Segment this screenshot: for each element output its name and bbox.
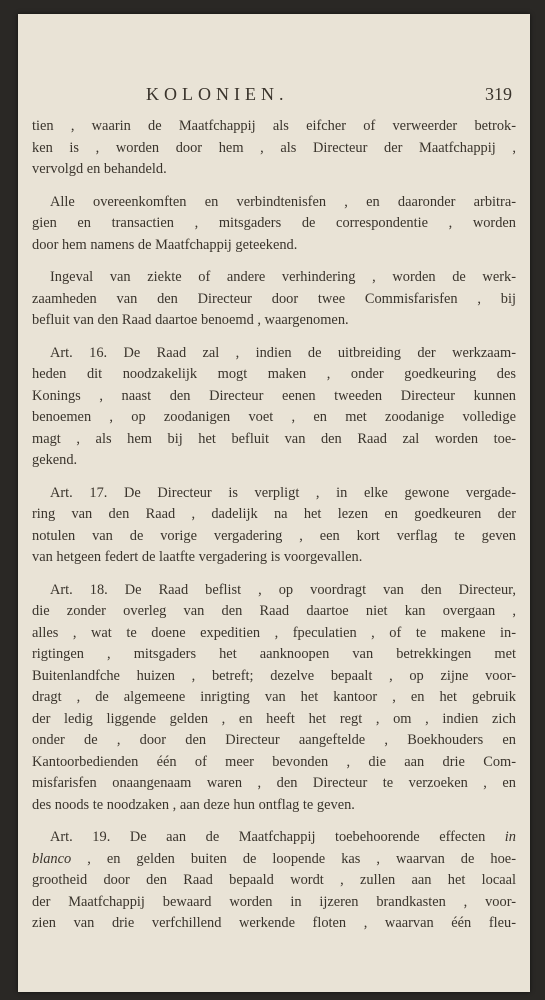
paragraph-art-16 — [32, 343, 516, 472]
text-body — [32, 116, 516, 935]
text-line: ken is , worden door hem , als Directeur der Maatfchappij , — [32, 139, 516, 156]
text-line: Art. 17. De Directeur is verpligt , in elke gewone vergade- — [50, 484, 516, 501]
text-line: blanco , en gelden buiten de loopende kas , waarvan de hoe- — [32, 850, 516, 867]
text-line: Art. 16. De Raad zal , indien de uitbreiding der werkzaam- — [50, 344, 516, 361]
text-line: magt , als hem bij het befluit van den Raad zal worden toe- — [32, 430, 516, 447]
text-line: notulen van de vorige vergadering , een kort verflag te geven — [32, 527, 516, 544]
text-line: benoemen , op zoodanigen voet , en met zoodanige volledige — [32, 409, 516, 425]
paragraph-agreements — [32, 192, 516, 257]
text-line: Alle overeenkomften en verbindtenisfen , en daaronder arbitra- — [50, 193, 516, 210]
page-number: 319 — [485, 84, 512, 104]
text-line: Kantoorbedienden één of meer bevonden , die aan drie Com- — [32, 753, 516, 770]
running-head — [32, 84, 516, 114]
page-content — [32, 84, 516, 946]
text-line: gien en transactien , mitsgaders de correspondentie , worden — [32, 215, 516, 231]
book-page — [18, 14, 530, 992]
text-line: door hem namens de Maatfchappij geteekend. — [32, 236, 298, 253]
text-line: der ledig liggende gelden , en heeft het regt , om , indien zich — [32, 710, 516, 727]
text-line: zaamheden van den Directeur door twee Commisfarisfen , bij — [32, 290, 516, 307]
text-line: heden dit noodzakelijk mogt maken , onder goedkeuring des — [32, 366, 516, 382]
running-head-title: KOLONIEN. — [146, 84, 289, 104]
text-line: befluit van den Raad daartoe benoemd , waargenomen. — [32, 312, 349, 328]
text-line: Buitenlandfche huizen , betreft; dezelve bepaalt , op zijne voor- — [32, 667, 516, 684]
text-line: Ingeval van ziekte of andere verhindering , worden de werk- — [50, 269, 516, 285]
text-line: onder de , door den Directeur aangeftelde , Boekhouders en — [32, 732, 516, 748]
paragraph-illness — [32, 267, 516, 332]
paragraph-art-19 — [32, 827, 516, 935]
text-line: Art. 19. De aan de Maatfchappij toebehoorende effecten in — [50, 829, 516, 845]
text-line: rigtingen , mitsgaders het aanknoopen van betrekkingen met — [32, 646, 516, 662]
text-line: van hetgeen federt de laatfte vergadering is voorgevallen. — [32, 549, 363, 565]
text-line: misfarisfen onaangenaam waren , den Directeur te verzoeken , en — [32, 775, 516, 791]
text-line: alles , wat te doene expeditien , fpeculatien , of te makene in- — [32, 624, 516, 641]
text-line: die zonder overleg van den Raad daartoe niet kan overgaan , — [32, 603, 516, 619]
text-line: dragt , de algemeene inrigting van het kantoor , en het gebruik — [32, 689, 516, 705]
text-line: ring van den Raad , dadelijk na het lezen en goedkeuren der — [32, 506, 516, 522]
text-line: des noods te noodzaken , aan deze hun ontflag te geven. — [32, 796, 355, 813]
text-line: gekend. — [32, 452, 78, 468]
text-line: vervolgd en behandeld. — [32, 161, 167, 177]
text-line: tien , waarin de Maatfchappij als eifcher of verweerder betrok- — [32, 118, 516, 134]
text-line: grootheid door den Raad bepaald wordt , zullen aan het locaal — [32, 872, 516, 888]
text-line: der Maatfchappij bewaard worden in ijzeren brandkasten , voor- — [32, 893, 516, 910]
paragraph-art-18 — [32, 580, 516, 817]
text-line: Konings , naast den Directeur eenen tweeden Directeur kunnen — [32, 387, 516, 404]
text-line: zien van drie verfchillend werkende floten , waarvan één fleu- — [32, 915, 516, 931]
paragraph-art-17 — [32, 483, 516, 569]
paragraph-continuation — [32, 116, 516, 181]
text-line: Art. 18. De Raad beflist , op voordragt van den Directeur, — [50, 581, 516, 598]
